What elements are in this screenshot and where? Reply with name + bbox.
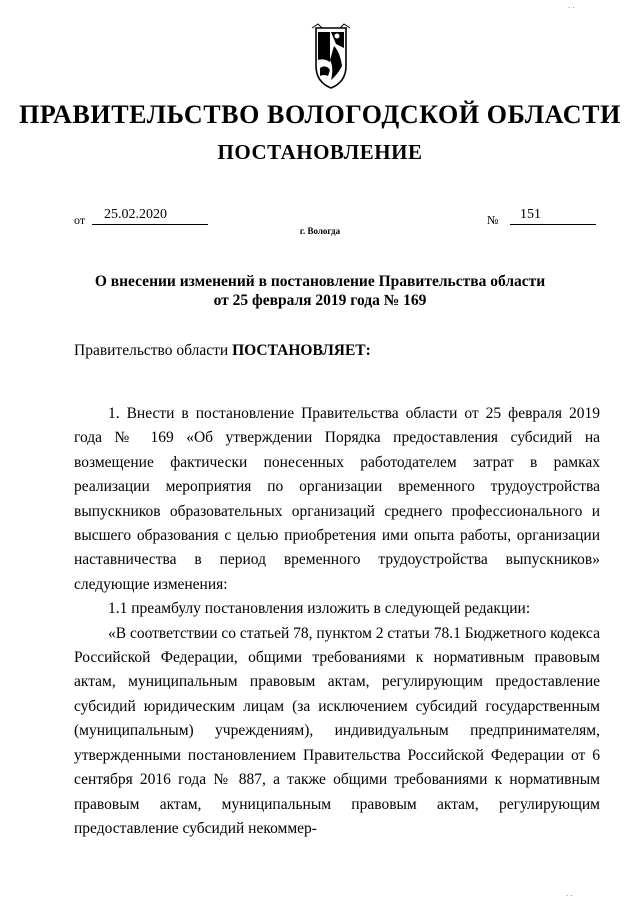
paragraph-1-1: 1.1 преамбулу постановления изложить в следующей редакции:: [108, 600, 531, 618]
number-underline: [510, 224, 596, 225]
document-date: 25.02.2020: [104, 207, 167, 222]
subject-line-2: от 25 февраля 2019 года № 169: [213, 292, 427, 309]
number-label: №: [487, 213, 499, 227]
paragraph-1: 1. Внести в постановление Правительства области от 25 февраля 2019 года № 169 «Об утверждении Порядка предоставления субсидий на возмещение фактически понесенных работодателем затрат в рамках реализации мероприятия по организации временного трудоустройства выпускников образовательных организаций среднего профессионального и высшего образования с целью приобретения ими опыта работы, организации наставничества в период временного трудоустройства выпускников» следующие изменения:: [74, 405, 600, 593]
city-name: г. Вологда: [299, 226, 341, 236]
document-type: ПОСТАНОВЛЕНИЕ: [217, 140, 423, 164]
document-body: [74, 402, 600, 841]
resolution-preamble: [74, 342, 371, 360]
coat-of-arms-icon: [300, 22, 362, 92]
date-label: от: [74, 213, 86, 227]
paragraph-quoted-preamble: «В соответствии со статьей 78, пунктом 2 статьи 78.1 Бюджетного кодекса Российской Федерации, общими требованиями к нормативным правовым актам, муниципальным правовым актам, регулирующим предоставление субсидий юридическим лицам (за исключением субсидий государственным (муниципальным) учреждениям), индивидуальным предпринимателям, утвержденными постановлением Правительства Российской Федерации от 6 сентября 2016 года № 887, а также общими требованиями к нормативным правовым актам, муниципальным правовым актам, регулирующим предоставление субсидий некоммер-: [74, 624, 601, 837]
scan-mark-top: · ·: [568, 4, 575, 12]
document-subject: [60, 272, 580, 310]
scan-mark-bottom: · ·: [566, 892, 573, 900]
preamble-emphasis: ПОСТАНОВЛЯЕТ:: [232, 342, 371, 359]
date-underline: [92, 224, 208, 225]
government-name: ПРАВИТЕЛЬСТВО ВОЛОГОДСКОЙ ОБЛАСТИ: [19, 100, 621, 129]
document-number: 151: [520, 207, 541, 222]
subject-line-1: О внесении изменений в постановление Правительства области: [94, 273, 546, 290]
preamble-text: Правительство области: [74, 342, 233, 359]
